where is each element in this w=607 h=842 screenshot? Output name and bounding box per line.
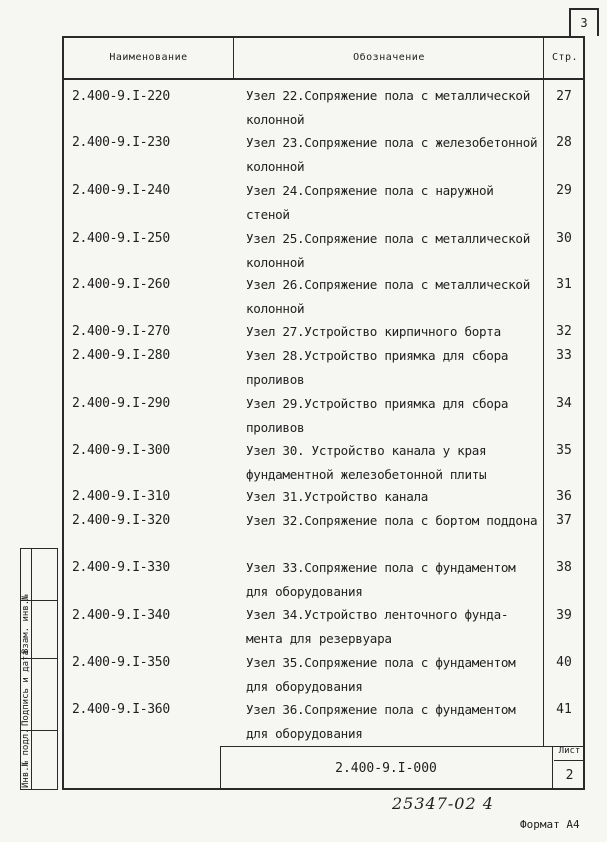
row-desc: Узел 31.Устройство канала: [246, 489, 429, 504]
side-label-signature: Подпись и дата: [21, 650, 31, 726]
row-page: 27: [556, 89, 572, 104]
row-code: 2.400-9.I-350: [72, 655, 170, 670]
row-desc: Узел 24.Сопряжение пола с наружной стеной: [246, 183, 494, 222]
row-desc: Узел 35.Сопряжение пола с фундаментом для оборудования: [246, 655, 516, 694]
row-desc: Узел 33.Сопряжение пола с фундаментом для оборудования: [246, 560, 516, 599]
sheet-number: 2: [565, 767, 574, 783]
header-page: Стр.: [551, 51, 579, 63]
row-page: 40: [556, 655, 572, 670]
header-divider: [62, 78, 585, 80]
row-desc: Узел 36.Сопряжение пола с фундаментом для оборудования: [246, 702, 516, 741]
row-desc: Узел 28.Устройство приямка для сбора проливов: [246, 348, 509, 387]
row-code: 2.400-9.I-240: [72, 183, 170, 198]
row-code: 2.400-9.I-360: [72, 702, 170, 717]
row-code: 2.400-9.I-230: [72, 135, 170, 150]
row-code: 2.400-9.I-320: [72, 513, 170, 528]
row-desc: Узел 29.Устройство приямка для сбора проливов: [246, 396, 509, 435]
row-code: 2.400-9.I-340: [72, 608, 170, 623]
row-page: 41: [556, 702, 572, 717]
row-code: 2.400-9.I-300: [72, 443, 170, 458]
row-desc: Узел 27.Устройство кирпичного борта: [246, 324, 501, 339]
row-desc: Узел 25.Сопряжение пола с металлической колонной: [246, 231, 531, 270]
row-desc: Узел 30. Устройство канала у края фундаментной железобетонной плиты: [246, 443, 487, 482]
row-page: 36: [556, 489, 572, 504]
header-designation: Обозначение: [353, 51, 425, 63]
handwritten-number: 25347-02 4: [392, 794, 494, 813]
row-code: 2.400-9.I-290: [72, 396, 170, 411]
row-code: 2.400-9.I-250: [72, 231, 170, 246]
row-desc: Узел 23.Сопряжение пола с железобетонной колонной: [246, 135, 538, 174]
row-page: 29: [556, 183, 572, 198]
row-page: 28: [556, 135, 572, 150]
page-number: 3: [569, 8, 599, 36]
row-code: 2.400-9.I-260: [72, 277, 170, 292]
row-desc: Узел 34.Устройство ленточного фунда-мента для резервуара: [246, 607, 509, 646]
row-desc: Узел 26.Сопряжение пола с металлической колонной: [246, 277, 531, 316]
row-code: 2.400-9.I-310: [72, 489, 170, 504]
side-label-replace: Взам. инв.№: [21, 594, 31, 654]
row-code: 2.400-9.I-220: [72, 89, 170, 104]
row-code: 2.400-9.I-330: [72, 560, 170, 575]
row-code: 2.400-9.I-270: [72, 324, 170, 339]
side-label-inv: Инв.№ подл.: [21, 728, 31, 788]
row-desc: Узел 32.Сопряжение пола с бортом поддона: [246, 513, 538, 528]
row-page: 30: [556, 231, 572, 246]
row-page: 32: [556, 324, 572, 339]
title-block-divider: [552, 746, 553, 790]
header-col-divider-1: [233, 36, 234, 78]
row-desc: Узел 22.Сопряжение пола с металлической колонной: [246, 88, 531, 127]
row-page: 33: [556, 348, 572, 363]
document-code: 2.400-9.I-000: [335, 760, 437, 776]
row-page: 35: [556, 443, 572, 458]
row-page: 37: [556, 513, 572, 528]
row-page: 38: [556, 560, 572, 575]
row-page: 31: [556, 277, 572, 292]
row-page: 34: [556, 396, 572, 411]
row-page: 39: [556, 608, 572, 623]
format-label: Формат А4: [520, 818, 580, 831]
side-stamp-divider: [31, 548, 32, 790]
row-code: 2.400-9.I-280: [72, 348, 170, 363]
header-name: Наименование: [109, 51, 188, 63]
page-col-divider: [543, 36, 544, 746]
sheet-label: Лист: [554, 746, 585, 761]
